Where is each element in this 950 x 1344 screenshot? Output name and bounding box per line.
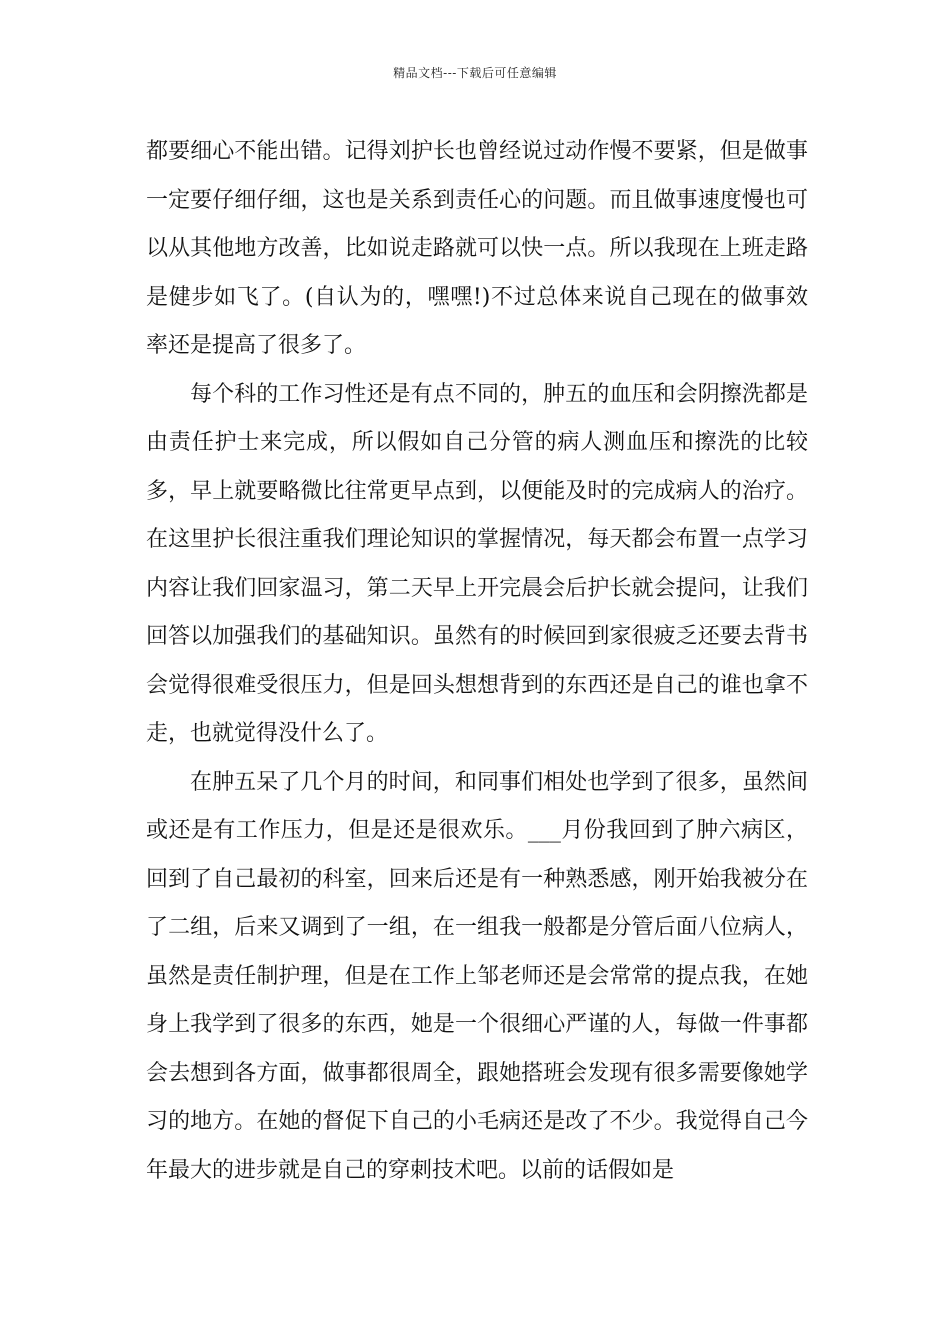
paragraph-1: 都要细心不能出错。记得刘护长也曾经说过动作慢不要紧，但是做事一定要仔细仔细，这也是关系到责任心的问题。而且做事速度慢也可以从其他地方改善，比如说走路就可以快一点。所以我现在上班走路是健步如飞了。(自认为的，嘿嘿!)不过总体来说自己现在的做事效率还是提高了很多了。 xyxy=(146,139,808,358)
paragraph-2: 每个科的工作习性还是有点不同的，肿五的血压和会阴擦洗都是由责任护士来完成，所以假如自己分管的病人测血压和擦洗的比较多，早上就要略微比往常更早点到，以便能及时的完成病人的治疗。在这里护长很注重我们理论知识的掌握情况，每天都会布置一点学习内容让我们回家温习，第二天早上开完晨会后护长就会提问，让我们回答以加强我们的基础知识。虽然有的时候回到家很疲乏还要去背书会觉得很难受很压力，但是回头想想背到的东西还是自己的谁也拿不走，也就觉得没什么了。 xyxy=(146,381,808,746)
page-header: 精品文档---下载后可任意编辑 xyxy=(393,66,557,80)
paragraph-3: 在肿五呆了几个月的时间，和同事们相处也学到了很多，虽然间或还是有工作压力，但是还是很欢乐。___月份我回到了肿六病区，回到了自己最初的科室，回来后还是有一种熟悉感，刚开始我被分在了二组，后来又调到了一组，在一组我一般都是分管后面八位病人，虽然是责任制护理，但是在工作上邹老师还是会常常的提点我，在她身上我学到了很多的东西，她是一个很细心严谨的人，每做一件事都会去想到各方面，做事都很周全，跟她搭班会发现有很多需要像她学习的地方。在她的督促下自己的小毛病还是改了不少。我觉得自己今年最大的进步就是自己的穿刺技术吧。以前的话假如是 xyxy=(146,769,808,1183)
document-body xyxy=(146,128,808,1195)
